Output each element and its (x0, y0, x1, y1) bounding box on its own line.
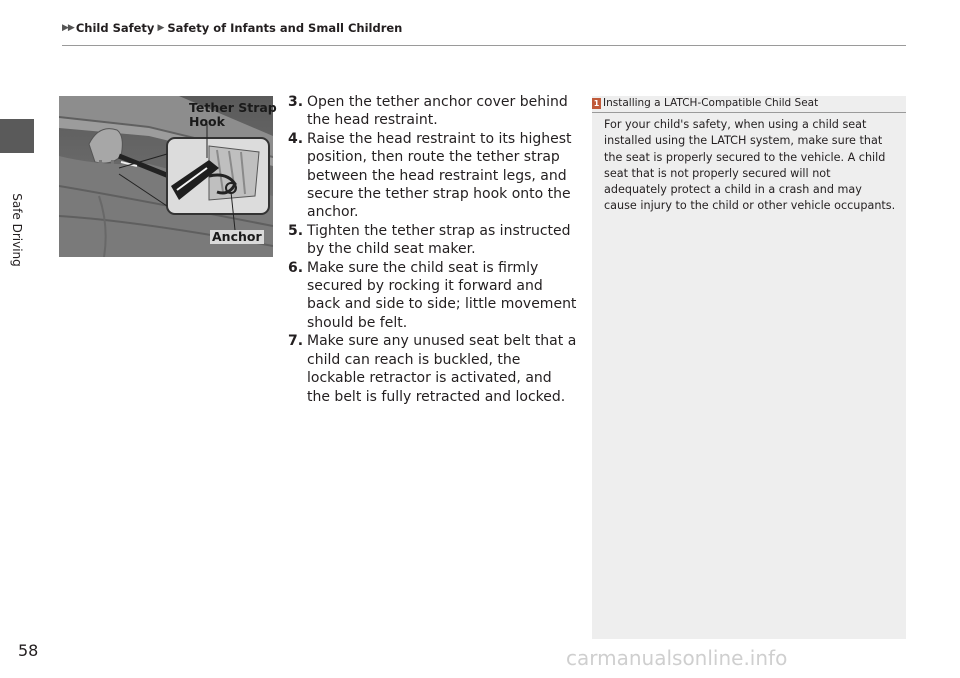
page-number: 58 (18, 641, 39, 660)
note-marker-icon: 1 (593, 98, 600, 108)
step-text: Tighten the tether strap as instructed by the child seat maker. (307, 222, 571, 258)
breadcrumb (62, 21, 402, 35)
step-text: Open the tether anchor cover behind the head restraint. (307, 94, 568, 129)
double-arrow-icon: ▶▶ (62, 23, 74, 33)
step-text: Raise the head restraint to its highest position, then route the tether strap between the head restraint legs, and secure the tether strap hook onto the anchor. (307, 130, 572, 221)
step-text: Make sure any unused seat belt that a child can reach is buckled, the lockable retractor is activated, and the belt is fully retracted and locked. (307, 333, 577, 405)
watermark: carmanualsonline.info (566, 646, 788, 670)
section-tab-marker (0, 119, 34, 153)
step-item (288, 130, 578, 222)
step-number: 6. (288, 259, 304, 276)
installation-steps (288, 93, 578, 406)
callout-tether-line1: Tether Strap (189, 100, 277, 115)
step-item (288, 93, 578, 130)
step-item (288, 222, 578, 259)
header-divider (62, 45, 906, 46)
arrow-icon: ▶ (157, 23, 165, 33)
step-item (288, 259, 578, 333)
breadcrumb-item-child-safety[interactable]: Child Safety (75, 21, 155, 35)
callout-anchor: Anchor (212, 229, 262, 244)
section-label: Safe Driving (10, 193, 24, 267)
step-item (288, 332, 578, 406)
step-number: 5. (288, 222, 304, 239)
breadcrumb-item-infants[interactable]: Safety of Infants and Small Children (167, 21, 403, 35)
note-title (592, 96, 906, 113)
note-body: For your child's safety, when using a child seat installed using the LATCH system, make sure that the seat is properly secured to the vehicle. A child seat that is not properly secured will not adequately protect a child in a crash and may cause injury to the child or other vehicle occupants. (604, 118, 896, 213)
note-title-text: Installing a LATCH-Compatible Child Seat (603, 97, 819, 109)
step-text: Make sure the child seat is firmly secured by rocking it forward and back and side to side; little movement should be felt. (307, 259, 577, 331)
step-number: 7. (288, 333, 304, 350)
callout-tether-strap-hook (189, 101, 277, 129)
step-number: 4. (288, 130, 304, 147)
step-number: 3. (288, 94, 304, 110)
callout-tether-line2: Hook (189, 114, 225, 129)
